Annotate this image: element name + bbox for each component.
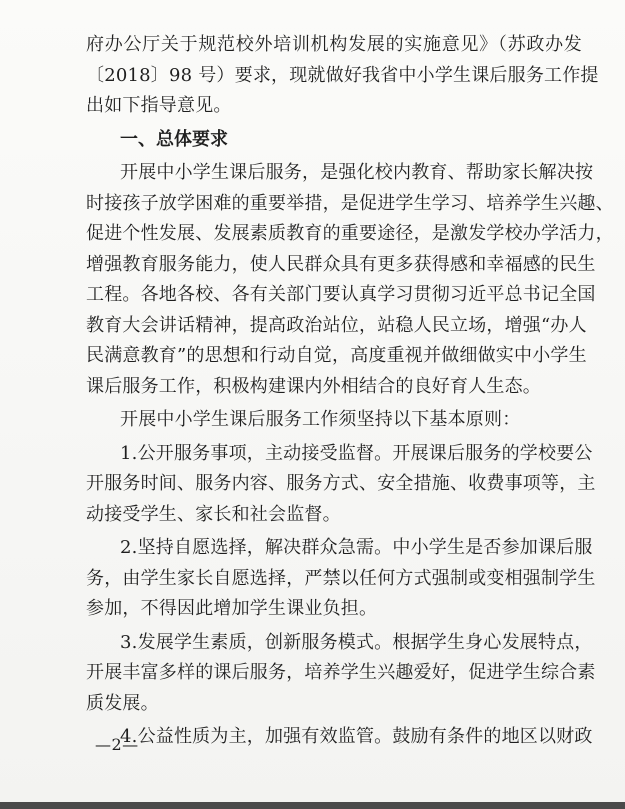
- text-line: 民满意教育”的思想和行动自觉，高度重视并做细做实中小学生: [86, 345, 587, 366]
- text-line: 开展中小学生课后服务工作须坚持以下基本原则：: [120, 409, 521, 430]
- text-line: 开服务时间、服务内容、服务方式、安全措施、收费事项等，主: [86, 473, 596, 494]
- text-line: 增强教育服务能力，使人民群众具有更多获得感和幸福感的民生: [86, 253, 596, 275]
- text-line: 府办公厅关于规范校外培训机构发展的实施意见》（苏政办发: [86, 34, 582, 55]
- text-line: 〔2018〕98 号）要求，现就做好我省中小学生课后服务工作提: [86, 64, 599, 86]
- paragraph-principle-4: [86, 722, 593, 753]
- text-line: 1.公开服务事项，主动接受监督。开展课后服务的学校要公: [120, 442, 593, 464]
- paragraph-overview: [86, 158, 614, 402]
- text-line: 质发展。: [86, 692, 159, 714]
- paragraph-intro: [86, 30, 599, 122]
- bottom-edge: [0, 802, 625, 809]
- text-line: 工程。各地各校、各有关部门要认真学习贯彻习近平总书记全国: [86, 284, 596, 305]
- text-line: 出如下指导意见。: [86, 95, 232, 116]
- text-line: 4.公益性质为主，加强有效监管。鼓励有条件的地区以财政: [120, 726, 593, 747]
- paragraph-principle-3: [86, 628, 596, 720]
- text-line: 开展中小学生课后服务，是强化校内教育、帮助家长解决按: [120, 162, 594, 183]
- text-line: 动接受学生、家长和社会监督。: [86, 503, 341, 525]
- text-line: 务，由学生家长自愿选择，严禁以任何方式强制或变相强制学生: [86, 567, 596, 589]
- text-line: 课后服务工作，积极构建课内外相结合的良好育人生态。: [86, 375, 541, 397]
- text-line: 教育大会讲话精神，提高政治站位，站稳人民立场，增强“办人: [86, 314, 587, 336]
- page-number: —2—: [95, 735, 139, 754]
- text-line: 时接孩子放学困难的重要举措，是促进学生学习、培养学生兴趣、: [86, 192, 614, 214]
- text-line: 3.发展学生素质，创新服务模式。根据学生身心发展特点，: [120, 631, 593, 653]
- document-body: [86, 30, 614, 753]
- paragraph-principles-intro: [86, 405, 582, 436]
- text-line: 2.坚持自愿选择，解决群众急需。中小学生是否参加课后服: [120, 537, 593, 558]
- text-line: 参加，不得因此增加学生课业负担。: [86, 598, 378, 619]
- paragraph-principle-1: [86, 439, 596, 531]
- text-line: 开展丰富多样的课后服务，培养学生兴趣爱好，促进学生综合素: [86, 662, 596, 683]
- text-line: 促进个性发展、发展素质教育的重要途径，是激发学校办学活力，: [86, 223, 614, 244]
- section-heading: 一、总体要求: [120, 128, 228, 150]
- paragraph-principle-2: [86, 533, 596, 625]
